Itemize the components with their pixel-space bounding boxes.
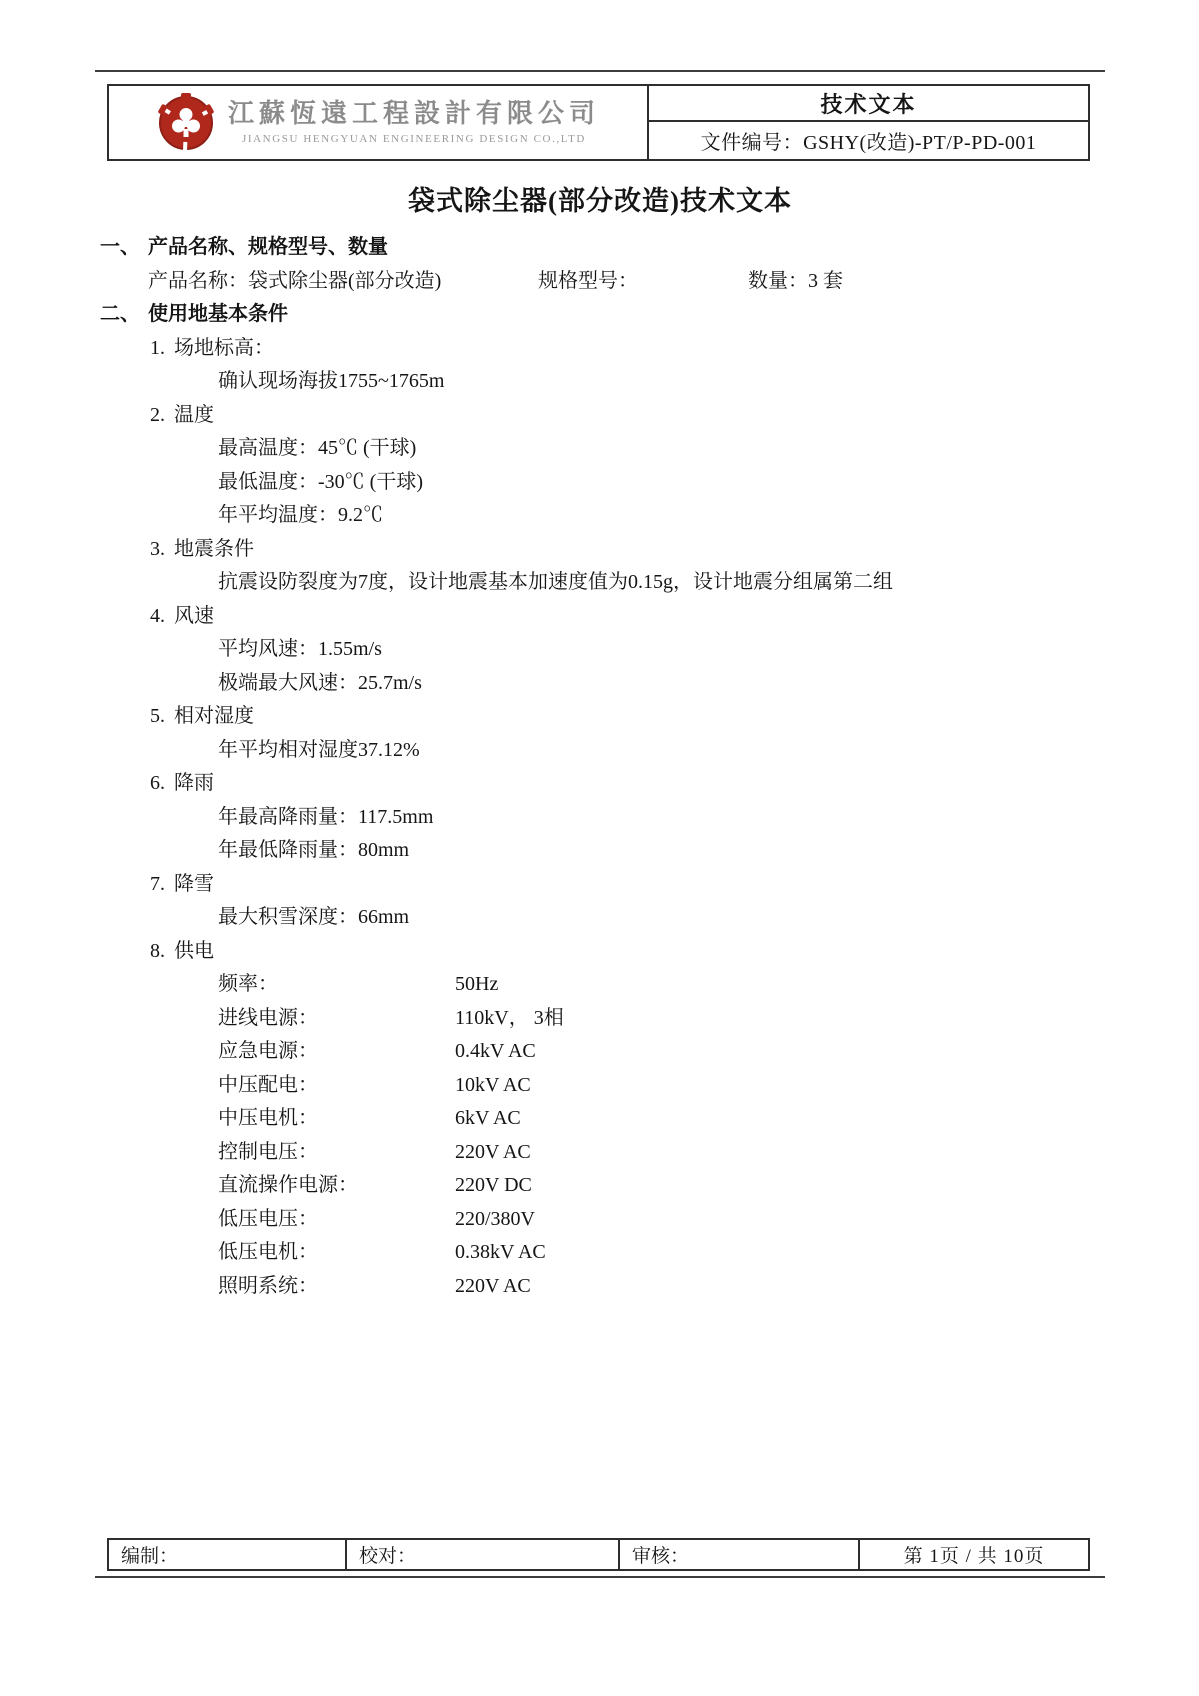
item-3-number: 3. [150,537,165,560]
power-row-lv-motor [100,1236,1100,1270]
item-5-title: 相对湿度 [174,705,254,727]
product-qty: 数量：3 套 [748,269,843,292]
power-label: 应急电源： [218,1040,318,1062]
header-right [649,86,1088,159]
power-value: 0.4kV AC [455,1040,536,1062]
power-value: 6kV AC [455,1107,521,1129]
item-5-heading [100,700,1100,734]
item-4-number: 4. [150,604,165,627]
power-label: 进线电源： [218,1006,318,1029]
company-name-cn: 江蘇恆遠工程設計有限公司 [227,99,600,128]
power-label: 照明系统： [218,1274,318,1297]
item-1-heading [100,332,1100,366]
item-8-title: 供电 [174,939,214,962]
document-footer [107,1538,1090,1571]
section-2-heading [100,298,1100,332]
item-7-title: 降雪 [174,872,214,895]
power-value: 110kV， 3相 [455,1006,564,1029]
power-row-emergency [100,1035,1100,1069]
footer-rule [95,1576,1105,1578]
power-row-frequency [100,968,1100,1002]
power-row-mv-motor [100,1102,1100,1136]
power-value: 220/380V [455,1207,535,1230]
power-value: 50Hz [455,973,499,995]
power-row-lv-voltage [100,1203,1100,1237]
item-4-line-1: 平均风速：1.55m/s [218,638,382,660]
company-names [228,99,600,146]
item-6-line-1: 年最高降雨量：117.5mm [218,805,434,828]
footer-proofread-cell: 校对： [347,1540,620,1569]
section-1-number: 一、 [100,236,140,258]
power-label: 低压电机： [218,1241,318,1263]
power-value: 0.38kV AC [455,1241,546,1263]
item-4-line-2: 极端最大风速：25.7m/s [218,671,422,694]
company-block [109,86,649,159]
product-name: 产品名称：袋式除尘器(部分改造) [148,269,442,292]
item-7-heading [100,868,1100,902]
section-2-number: 二、 [100,303,140,325]
item-2-number: 2. [150,403,165,426]
item-5-number: 5. [150,705,165,727]
item-2-line-1: 最高温度：45℃ (干球) [218,437,417,459]
section-1-heading [100,231,1100,265]
document-header [107,84,1090,161]
section-1-title: 产品名称、规格型号、数量 [148,236,388,258]
product-info-row [100,265,1100,299]
item-8-heading [100,935,1100,969]
item-1-title: 场地标高： [174,336,274,359]
item-5-line-1: 年平均相对湿度37.12% [218,738,420,761]
footer-page-number: 第 1页 / 共 10页 [903,1546,1045,1567]
power-value: 220V AC [455,1140,531,1163]
item-1-number: 1. [150,336,165,359]
power-row-dc-supply [100,1169,1100,1203]
item-1-line-1: 确认现场海拔1755~1765m [218,370,445,392]
power-label: 直流操作电源： [218,1174,358,1196]
power-label: 控制电压： [218,1140,318,1163]
company-name-en: JIANGSU HENGYUAN ENGINEERING DESIGN CO.,LTD [241,133,586,145]
power-label: 频率： [218,973,278,995]
item-3-title: 地震条件 [174,537,254,560]
power-row-mv-distribution [100,1069,1100,1103]
item-2-line-3: 年平均温度：9.2℃ [218,504,383,526]
power-value: 220V AC [455,1274,531,1297]
power-row-lighting [100,1270,1100,1304]
document-body [100,180,1100,1303]
company-logo-icon [156,93,216,153]
header-rule [95,70,1105,72]
power-value: 220V DC [455,1174,532,1196]
doc-type-label: 技术文本 [649,86,1088,122]
item-2-title: 温度 [174,403,214,426]
item-7-number: 7. [150,872,165,895]
page-title: 袋式除尘器(部分改造)技术文本 [408,186,792,216]
item-3-line-1: 抗震设防裂度为7度，设计地震基本加速度值为0.15g，设计地震分组属第二组 [218,571,893,593]
footer-prepared-cell: 编制： [109,1540,347,1569]
item-4-title: 风速 [174,604,214,627]
section-2-title: 使用地基本条件 [148,303,288,325]
power-label: 低压电压： [218,1207,318,1230]
item-7-line-1: 最大积雪深度：66mm [218,906,410,928]
item-2-line-2: 最低温度：-30℃ (干球) [218,470,423,493]
item-6-number: 6. [150,772,165,794]
item-3-heading [100,533,1100,567]
item-6-title: 降雨 [174,772,214,794]
power-label: 中压电机： [218,1107,318,1129]
power-row-incoming [100,1002,1100,1036]
item-6-line-2: 年最低降雨量：80mm [218,839,410,861]
doc-number: 文件编号：GSHY(改造)-PT/P-PD-001 [700,132,1037,154]
item-2-heading [100,399,1100,433]
power-value: 10kV AC [455,1073,531,1096]
item-8-number: 8. [150,939,165,962]
power-label: 中压配电： [218,1073,318,1096]
item-6-heading [100,767,1100,801]
product-spec: 规格型号： [538,269,638,292]
item-4-heading [100,600,1100,634]
power-row-control-voltage [100,1136,1100,1170]
footer-reviewed-cell: 审核： [620,1540,860,1569]
